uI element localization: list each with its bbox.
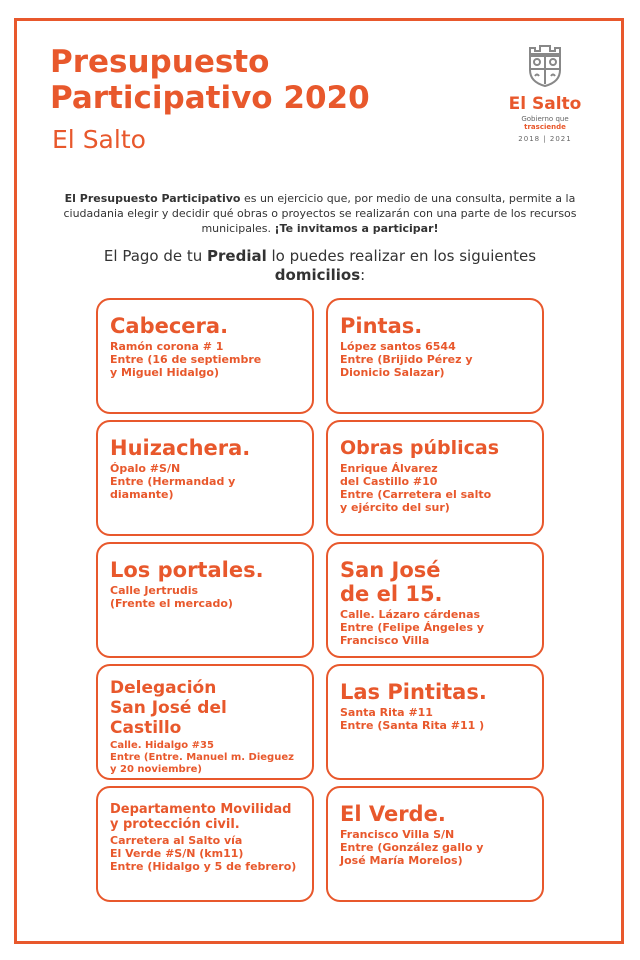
title-line-1: Presupuesto <box>50 44 270 80</box>
location-address: Ópalo #S/N Entre (Hermandad y diamante) <box>110 462 236 501</box>
logo-years: 2018 | 2021 <box>518 135 572 143</box>
location-name: Los portales. <box>110 558 264 582</box>
location-address: Calle Jertrudis (Frente el mercado) <box>110 584 233 610</box>
location-card-san-jose-castillo <box>96 664 314 780</box>
location-card-el-verde <box>326 786 544 902</box>
el-salto-logo <box>500 40 590 143</box>
location-card-las-pintitas <box>326 664 544 780</box>
location-card-los-portales <box>96 542 314 658</box>
location-address: Carretera al Salto vía El Verde #S/N (km11) Entre (Hidalgo y 5 de febrero) <box>110 834 297 873</box>
location-name: San José de el 15. <box>340 558 443 606</box>
location-name: Obras públicas <box>340 437 500 459</box>
page-subtitle: El Salto <box>52 125 146 154</box>
location-name: Cabecera. <box>110 314 229 338</box>
location-address: Francisco Villa S/N Entre (González gallo y José María Morelos) <box>340 828 484 867</box>
location-name: El Verde. <box>340 802 446 826</box>
intro-paragraph: El Presupuesto Participativo es un ejercicio que, por medio de una consulta, permite a la ciudadania elegir y decidir qué obras o proyectos se realizarán con una parte de los recursos municipales. ¡Te invitamos a participar! <box>63 192 577 235</box>
location-card-san-jose-15 <box>326 542 544 658</box>
location-address: Ramón corona # 1 Entre (16 de septiembre y Miguel Hidalgo) <box>110 340 262 379</box>
location-card-obras-publicas <box>326 420 544 536</box>
coat-of-arms-icon <box>522 40 568 88</box>
location-name: Las Pintitas. <box>340 680 487 704</box>
location-card-pintas <box>326 298 544 414</box>
page-title <box>50 44 370 116</box>
location-name: Pintas. <box>340 314 423 338</box>
logo-name: El Salto <box>508 94 582 114</box>
title-line-2: Participativo 2020 <box>50 80 370 116</box>
logo-tagline: Gobierno que trasciende <box>521 115 569 131</box>
location-card-movilidad <box>96 786 314 902</box>
location-address: López santos 6544 Entre (Brijido Pérez y Dionicio Salazar) <box>340 340 473 379</box>
location-name: Huizachera. <box>110 436 251 460</box>
location-card-cabecera <box>96 298 314 414</box>
location-address: Calle. Hidalgo #35 Entre (Entre. Manuel m. Dieguez y 20 noviembre) <box>110 740 294 775</box>
location-address: Enrique Álvarez del Castillo #10 Entre (Carretera el salto y ejército del sur) <box>340 462 492 514</box>
location-name: Delegación San José del Castillo <box>110 678 227 738</box>
location-address: Santa Rita #11 Entre (Santa Rita #11 ) <box>340 706 485 732</box>
location-address: Calle. Lázaro cárdenas Entre (Felipe Ángeles y Francisco Villa <box>340 608 485 647</box>
payment-heading: El Pago de tu Predial lo puedes realizar en los siguientes domicilios: <box>103 247 537 284</box>
location-card-huizachera <box>96 420 314 536</box>
location-name: Departamento Movilidad y protección civil. <box>110 802 292 832</box>
